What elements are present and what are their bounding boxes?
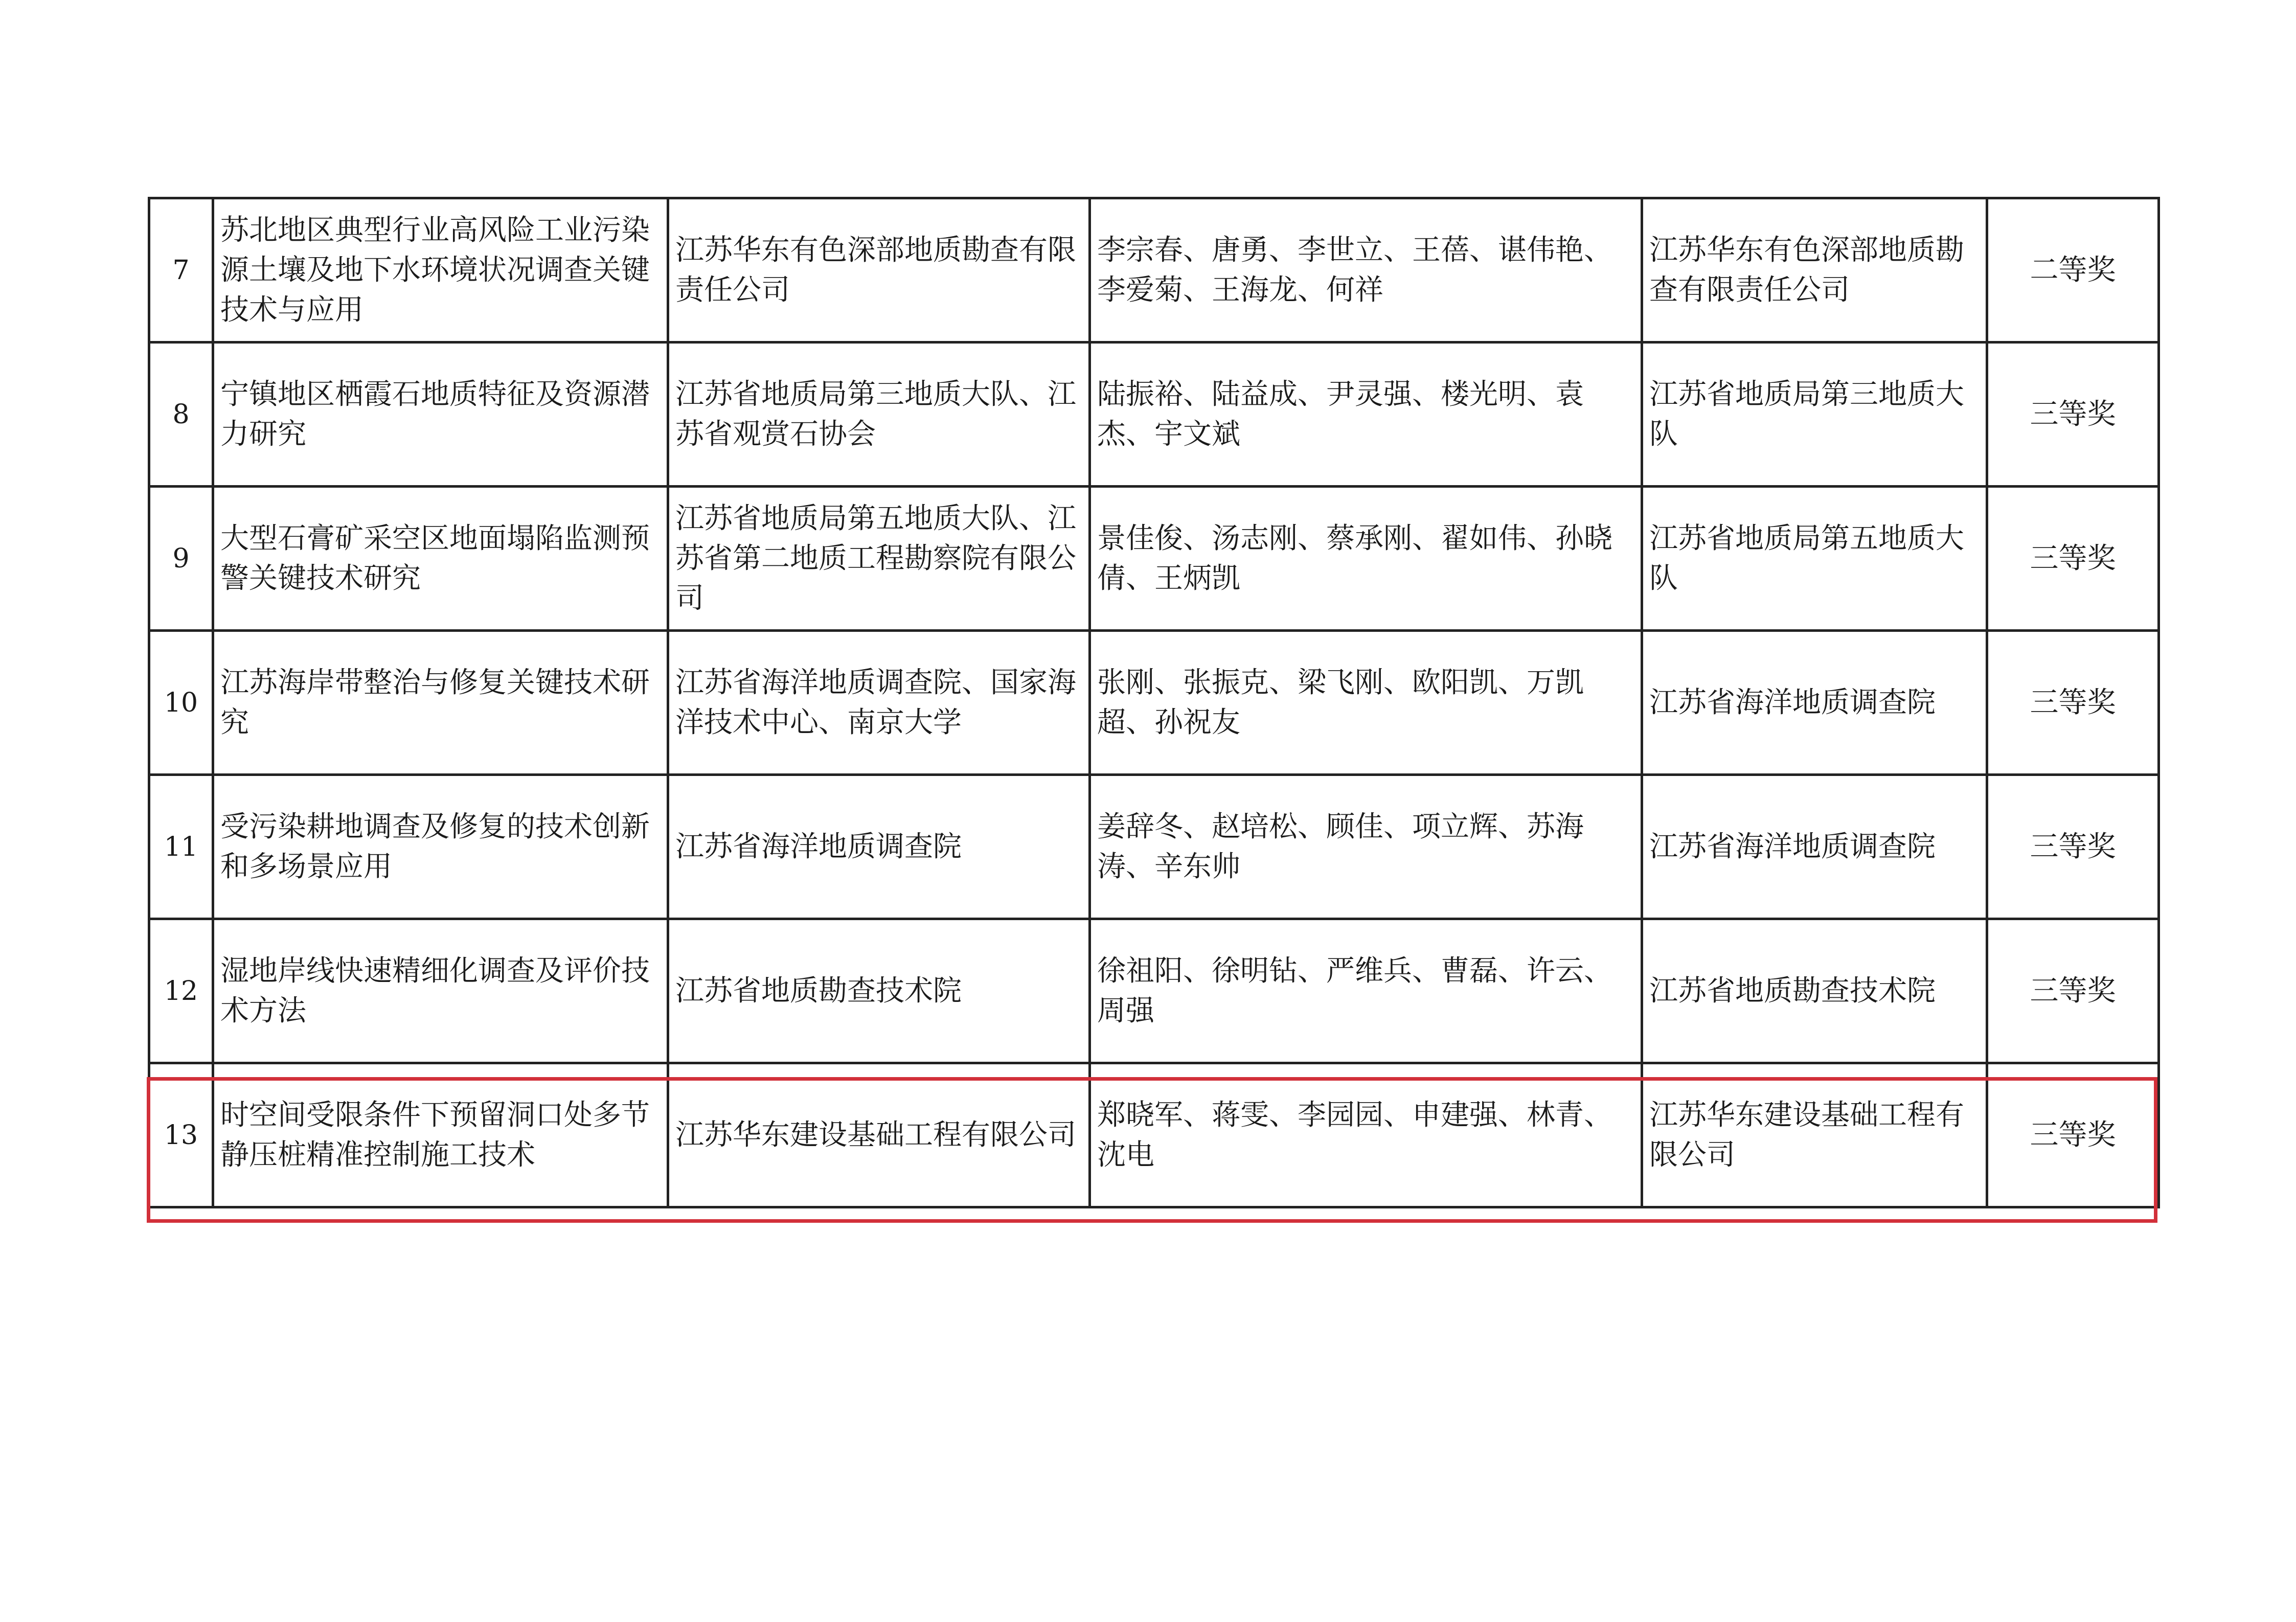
lead-unit-cell: 江苏省地质勘查技术院 bbox=[1642, 919, 1987, 1063]
project-name-cell: 苏北地区典型行业高风险工业污染源土壤及地下水环境状况调查关键技术与应用 bbox=[213, 198, 668, 342]
row-number-cell: 7 bbox=[149, 198, 213, 342]
award-level-cell: 三等奖 bbox=[1987, 342, 2159, 487]
project-name-cell: 大型石膏矿采空区地面塌陷监测预警关键技术研究 bbox=[213, 487, 668, 631]
award-table bbox=[148, 197, 2160, 1208]
lead-unit-cell: 江苏省海洋地质调查院 bbox=[1642, 775, 1987, 919]
table-row bbox=[149, 631, 2159, 775]
table-row bbox=[149, 198, 2159, 342]
table-row bbox=[149, 919, 2159, 1063]
row-number-cell: 12 bbox=[149, 919, 213, 1063]
award-level-cell: 三等奖 bbox=[1987, 487, 2159, 631]
project-name-cell: 时空间受限条件下预留洞口处多节静压桩精准控制施工技术 bbox=[213, 1063, 668, 1207]
award-level-cell: 三等奖 bbox=[1987, 1063, 2159, 1207]
completing-units-cell: 江苏省地质局第三地质大队、江苏省观赏石协会 bbox=[668, 342, 1090, 487]
lead-unit-cell: 江苏华东有色深部地质勘查有限责任公司 bbox=[1642, 198, 1987, 342]
table-row bbox=[149, 487, 2159, 631]
table-row bbox=[149, 1063, 2159, 1207]
lead-unit-cell: 江苏华东建设基础工程有限公司 bbox=[1642, 1063, 1987, 1207]
completing-people-cell: 张刚、张振克、梁飞刚、欧阳凯、万凯超、孙祝友 bbox=[1090, 631, 1642, 775]
project-name-cell: 宁镇地区栖霞石地质特征及资源潜力研究 bbox=[213, 342, 668, 487]
completing-people-cell: 李宗春、唐勇、李世立、王蓓、谌伟艳、李爱菊、王海龙、何祥 bbox=[1090, 198, 1642, 342]
row-number-cell: 8 bbox=[149, 342, 213, 487]
award-level-cell: 三等奖 bbox=[1987, 631, 2159, 775]
lead-unit-cell: 江苏省海洋地质调查院 bbox=[1642, 631, 1987, 775]
award-level-cell: 二等奖 bbox=[1987, 198, 2159, 342]
completing-units-cell: 江苏省地质勘查技术院 bbox=[668, 919, 1090, 1063]
completing-people-cell: 姜辞冬、赵培松、顾佳、项立辉、苏海涛、辛东帅 bbox=[1090, 775, 1642, 919]
row-number-cell: 9 bbox=[149, 487, 213, 631]
row-number-cell: 10 bbox=[149, 631, 213, 775]
completing-units-cell: 江苏华东建设基础工程有限公司 bbox=[668, 1063, 1090, 1207]
project-name-cell: 受污染耕地调查及修复的技术创新和多场景应用 bbox=[213, 775, 668, 919]
row-number-cell: 11 bbox=[149, 775, 213, 919]
completing-people-cell: 景佳俊、汤志刚、蔡承刚、翟如伟、孙晓倩、王炳凯 bbox=[1090, 487, 1642, 631]
completing-units-cell: 江苏华东有色深部地质勘查有限责任公司 bbox=[668, 198, 1090, 342]
project-name-cell: 湿地岸线快速精细化调查及评价技术方法 bbox=[213, 919, 668, 1063]
row-number-cell: 13 bbox=[149, 1063, 213, 1207]
table-body bbox=[149, 198, 2159, 1207]
table-row bbox=[149, 342, 2159, 487]
project-name-cell: 江苏海岸带整治与修复关键技术研究 bbox=[213, 631, 668, 775]
completing-people-cell: 郑晓军、蒋雯、李园园、申建强、林青、沈电 bbox=[1090, 1063, 1642, 1207]
award-level-cell: 三等奖 bbox=[1987, 775, 2159, 919]
lead-unit-cell: 江苏省地质局第五地质大队 bbox=[1642, 487, 1987, 631]
completing-people-cell: 徐祖阳、徐明钻、严维兵、曹磊、许云、周强 bbox=[1090, 919, 1642, 1063]
completing-units-cell: 江苏省海洋地质调查院、国家海洋技术中心、南京大学 bbox=[668, 631, 1090, 775]
lead-unit-cell: 江苏省地质局第三地质大队 bbox=[1642, 342, 1987, 487]
table-row bbox=[149, 775, 2159, 919]
completing-people-cell: 陆振裕、陆益成、尹灵强、楼光明、袁杰、宇文斌 bbox=[1090, 342, 1642, 487]
award-level-cell: 三等奖 bbox=[1987, 919, 2159, 1063]
completing-units-cell: 江苏省海洋地质调查院 bbox=[668, 775, 1090, 919]
completing-units-cell: 江苏省地质局第五地质大队、江苏省第二地质工程勘察院有限公司 bbox=[668, 487, 1090, 631]
